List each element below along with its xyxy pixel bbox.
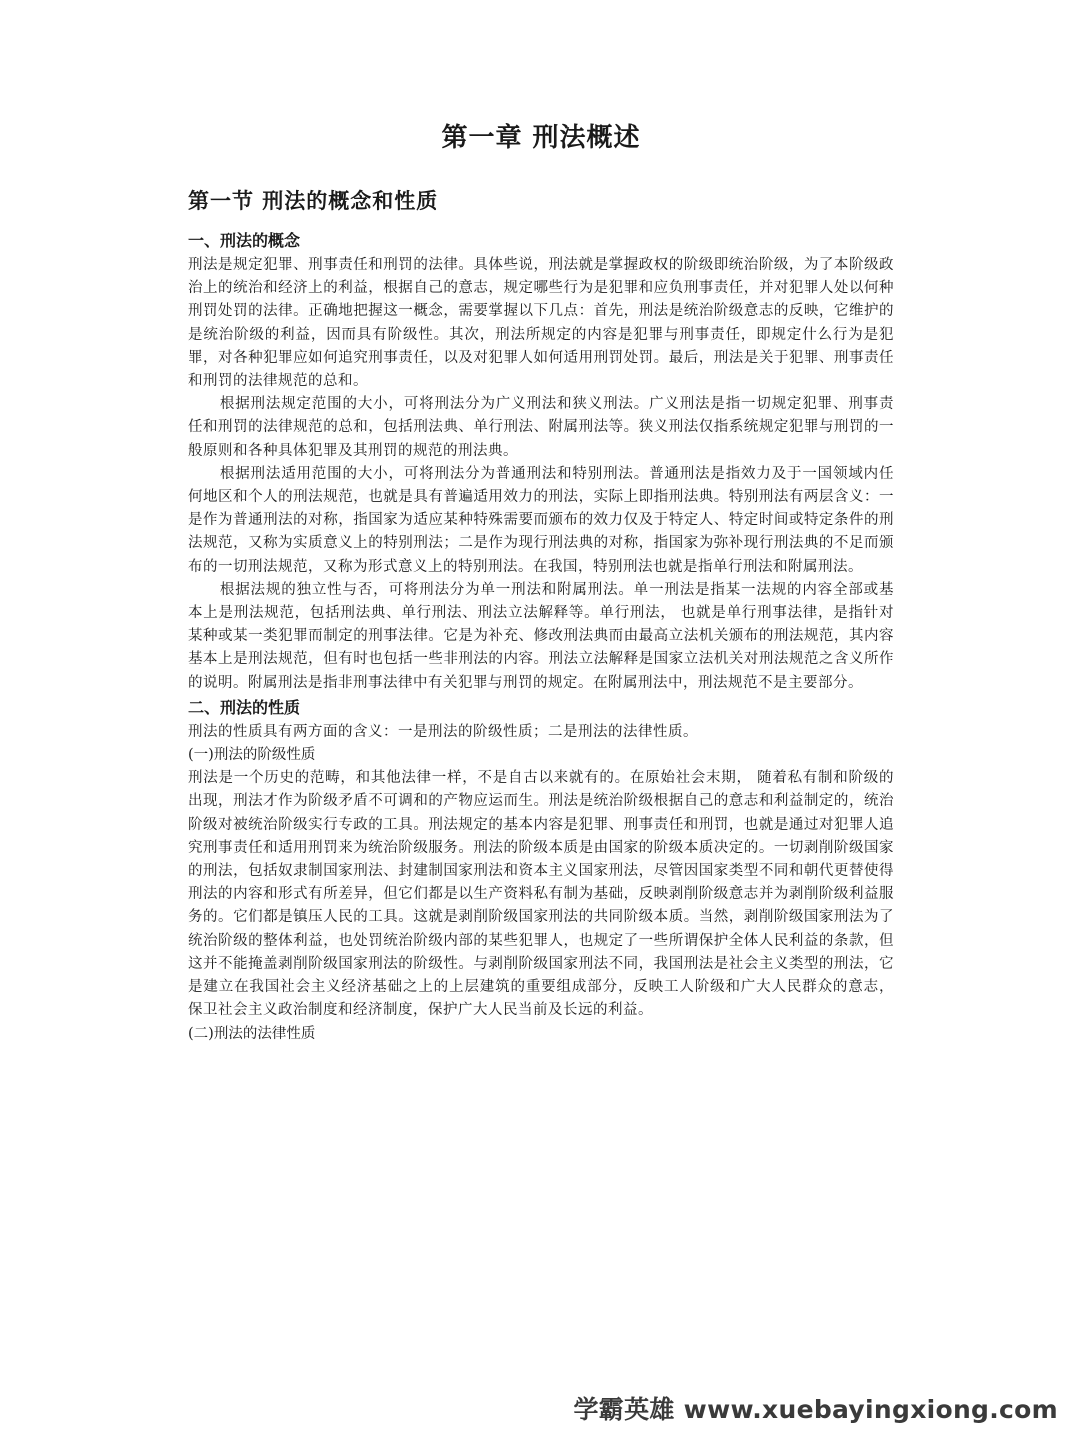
paragraph: 根据法规的独立性与否，可将刑法分为单一刑法和附属刑法。单一刑法是指某一法规的内容全部或基本上是刑法规范，包括刑法典、单行刑法、刑法立法解释等。单行刑法， 也就是单行刑事法律，是指针对某种或某一类犯罪而制定的刑事法律。它是为补充、修改刑法典而由最高立法机关颁布的刑法规范，其内容基本上是刑法规范，但有时也包括一些非刑法的内容。刑法立法解释是国家立法机关对刑法规范之含义所作的说明。附属刑法是指非刑事法律中有关犯罪与刑罚的规定。在附属刑法中，刑法规范不是主要部分。 <box>188 581 894 691</box>
document-page <box>188 118 894 1046</box>
paragraph: 刑法是一个历史的范畴，和其他法律一样，不是自古以来就有的。在原始社会末期， 随着私有制和阶级的出现，刑法才作为阶级矛盾不可调和的产物应运而生。刑法是统治阶级根据自己的意志和利益制定的，统治阶级对被统治阶级实行专政的工具。刑法规定的基本内容是犯罪、刑事责任和刑罚，也就是通过对犯罪人追究刑事责任和适用刑罚来为统治阶级服务。刑法的阶级本质是由国家的阶级本质决定的。一切剥削阶级国家的刑法，包括奴隶制国家刑法、封建制国家刑法和资本主义国家刑法，尽管因国家类型不同和朝代更替使得刑法的内容和形式有所差异，但它们都是以生产资料私有制为基础，反映剥削阶级意志并为剥削阶级利益服务的。它们都是镇压人民的工具。这就是剥削阶级国家刑法的共同阶级本质。当然，剥削阶级国家刑法为了统治阶级的整体利益，也处罚统治阶级内部的某些犯罪人，也规定了一些所谓保护全体人民利益的条款，但这并不能掩盖剥削阶级国家刑法的阶级性。与剥削阶级国家刑法不同，我国刑法是社会主义类型的刑法，它是建立在我国社会主义经济基础之上的上层建筑的重要组成部分，反映工人阶级和广大人民群众的意志， 保卫社会主义政治制度和经济制度，保护广大人民当前及长远的利益。 <box>188 770 894 1019</box>
paragraph: 根据刑法适用范围的大小，可将刑法分为普通刑法和特别刑法。普通刑法是指效力及于一国领域内任何地区和个人的刑法规范，也就是具有普遍适用效力的刑法，实际上即指刑法典。特别刑法有两层含义：一是作为普通刑法的对称，指国家为适应某种特殊需要而颁布的效力仅及于特定人、特定时间或特定条件的刑法规范，又称为实质意义上的特别刑法；二是作为现行刑法典的对称，指国家为弥补现行刑法典的不足而颁布的一切刑法规范，又称为形式意义上的特别刑法。在我国，特别刑法也就是指单行刑法和附属刑法。 <box>188 465 894 575</box>
paragraph: 根据刑法规定范围的大小，可将刑法分为广义刑法和狭义刑法。广义刑法是指一切规定犯罪、刑事责任和刑罚的法律规范的总和，包括刑法典、单行刑法、附属刑法等。狭义刑法仅指系统规定犯罪与刑罚的一般原则和各种具体犯罪及其刑罚的规范的刑法典。 <box>188 396 894 459</box>
subsection-heading: (一)刑法的阶级性质 <box>188 747 316 764</box>
part2-heading: 二、刑法的性质 <box>188 697 301 717</box>
paragraph: 刑法的性质具有两方面的含义：一是刑法的阶级性质；二是刑法的法律性质。 <box>188 723 698 740</box>
paragraph: 刑法是规定犯罪、刑事责任和刑罚的法律。具体些说，刑法就是掌握政权的阶级即统治阶级，为了本阶级政治上的统治和经济上的利益，根据自己的意志，规定哪些行为是犯罪和应负刑事责任，并对犯罪人处以何种刑罚处罚的法律。正确地把握这一概念，需要掌握以下几点：首先，刑法是统治阶级意志的反映，它维护的是统治阶级的利益，因而具有阶级性。其次，刑法所规定的内容是犯罪与刑事责任，即规定什么行为是犯罪，对各种犯罪应如何追究刑事责任，以及对犯罪人如何适用刑罚处罚。最后，刑法是关于犯罪、刑事责任和刑罚的法律规范的总和。 <box>188 257 894 390</box>
part1-heading: 一、刑法的概念 <box>188 231 301 250</box>
subsection-heading: (二)刑法的法律性质 <box>188 1025 316 1042</box>
watermark: 学霸英雄 www.xuebayingxiong.com <box>573 1395 1058 1424</box>
section-title: 第一节 刑法的概念和性质 <box>188 188 439 213</box>
chapter-title: 第一章 刑法概述 <box>441 123 641 153</box>
